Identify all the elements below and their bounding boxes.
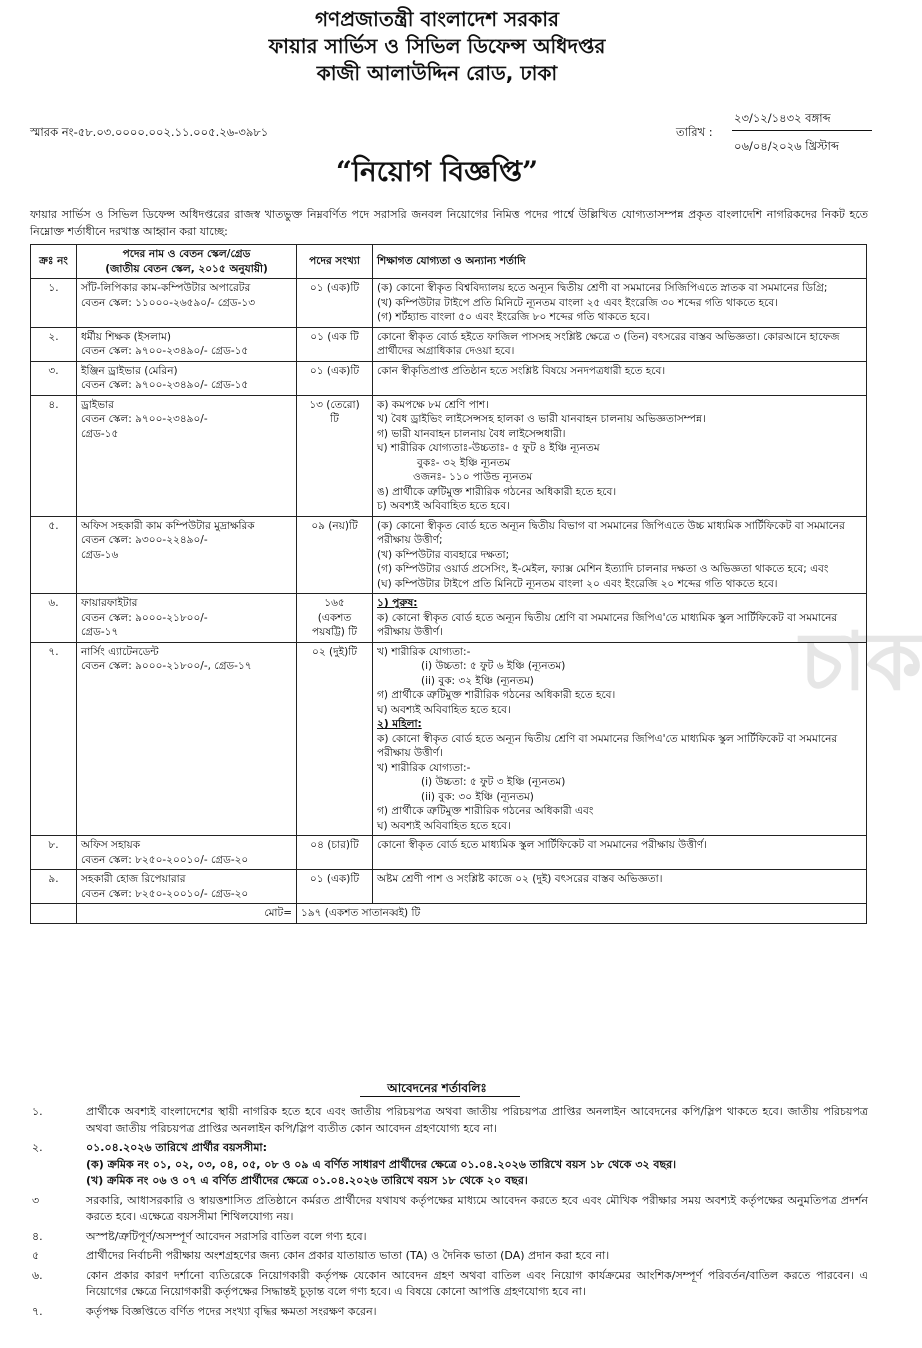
condition-number: ৩ <box>32 1193 40 1207</box>
condition-item <box>30 1304 868 1321</box>
qual-line: ক) কমপক্ষে ৮ম শ্রেণি পাশ। <box>377 398 489 411</box>
row-qualification <box>373 327 867 361</box>
condition-sub: (খ) ক্রমিক নং ০৬ ও ০৭ এ বর্ণিত প্রার্থীদের ক্ষেত্রে ০১.০৪.২০২৬ তারিখে বয়স ১৮ থেকে ২০ বছর। <box>86 1174 528 1187</box>
conditions-list <box>30 1104 868 1323</box>
row-count <box>297 279 373 328</box>
qual-line: ক) কোনো স্বীকৃত বোর্ড হতে অন্যূন দ্বিতীয় শ্রেণি বা সমমানের জিপিএ'তে মাধ্যমিক স্কুল সার্টিফিকেট বা সমমানের পরীক্ষায় উত্তীর্ণ। <box>377 611 838 638</box>
condition-item <box>30 1229 868 1246</box>
post-name: ইঞ্জিন ড্রাইভার (মেরিন) <box>81 364 178 377</box>
post-scale: বেতন স্কেল: ৮২৫০-২০০১০/- গ্রেড-২০ <box>81 853 249 866</box>
row-serial: ৮. <box>31 836 77 870</box>
qual-line: গ) প্রার্থীকে ত্রুটিমুক্ত শারীরিক গঠনের অধিকারী এবং <box>377 805 594 817</box>
row-post <box>77 516 297 594</box>
count-text: ১৬৫ <box>324 597 345 609</box>
table-header-row <box>31 245 867 279</box>
post-name: অফিস সহকারী কাম কম্পিউটার মুদ্রাক্ষরিক <box>81 519 255 532</box>
condition-sub: (ক) ক্রমিক নং ০১, ০২, ০৩, ০৪, ০৫, ০৮ ও ০৯ এ বর্ণিত সাধারণ প্রার্থীদের ক্ষেত্রে ০১.০৪.২০২৬ তারিখে বয়স ১৮ থেকে ৩২ বছর। <box>86 1157 677 1171</box>
qual-line: (ii) বুক: ৩০ ইঞ্চি (ন্যূনতম) <box>421 790 534 803</box>
intro-paragraph: ফায়ার সার্ভিস ও সিভিল ডিফেন্স অধিদপ্তরের রাজস্ব খাতভুক্ত নিম্নবর্ণিত পদে সরাসরি জনবল নিয়োগের নিমিত্ত পদের পার্শ্বে উল্লিখিত যোগ্যতাসম্পন্ন প্রকৃত বাংলাদেশি নাগরিকদের নিকট হতে নিম্নোক্ত শর্তাধীনে দরখাস্ত আহ্বান করা যাচ্ছে: <box>30 208 868 238</box>
post-name: সহকারী হোজ রিপেয়ারার <box>81 873 186 885</box>
row-post <box>77 279 297 328</box>
post-name: ফায়ারফাইটার <box>81 597 138 609</box>
post-grade: গ্রেড-১৫ <box>81 427 119 440</box>
count-text: ০১ (এক)টি <box>309 282 360 294</box>
header-qualification: শিক্ষাগত যোগ্যতা ও অন্যান্য শর্তাদি <box>373 245 867 279</box>
post-grade: গ্রেড-১৬ <box>81 548 119 561</box>
count-text: ০৯ (নয়)টি <box>311 519 358 532</box>
table-body <box>31 279 867 924</box>
qual-line: খ) শারীরিক যোগ্যতা:- <box>377 645 471 658</box>
row-post <box>77 642 297 836</box>
total-row <box>31 904 867 924</box>
qual-line: (ii) বুক: ৩২ ইঞ্চি (ন্যূনতম) <box>421 674 534 687</box>
row-qualification <box>373 836 867 870</box>
row-count <box>297 870 373 904</box>
table-row <box>31 361 867 395</box>
qual-line: খ) বৈধ ড্রাইভিং লাইসেন্সসহ হালকা ও ভারী যানবাহন চালনায় অভিজ্ঞতাসম্পন্ন। <box>377 413 706 425</box>
row-serial: ৭. <box>31 642 77 836</box>
condition-item <box>30 1268 868 1301</box>
qual-line: (ঘ) কম্পিউটার টাইপে প্রতি মিনিটে ন্যূনতম বাংলা ২০ এবং ইংরেজি ২০ শব্দের গতি থাকতে হবে। <box>377 577 778 590</box>
condition-item <box>30 1248 868 1265</box>
row-serial: ৯. <box>31 870 77 904</box>
qual-line: (খ) কম্পিউটার ব্যবহারে দক্ষতা; <box>377 548 510 561</box>
count-text: (একশত <box>317 611 352 624</box>
post-name: নার্সিং এ্যাটেনডেন্ট <box>81 645 159 658</box>
post-name: ধর্মীয় শিক্ষক (ইসলাম) <box>81 330 171 343</box>
condition-number: ৭. <box>32 1304 43 1318</box>
count-text: ০৪ (চার)টি <box>310 839 359 851</box>
date-separator <box>732 130 872 131</box>
row-serial: ৪. <box>31 395 77 516</box>
post-scale: বেতন স্কেল: ৯৭০০-২৩৪৯০/- গ্রেড-১৫ <box>81 379 249 391</box>
row-post <box>77 361 297 395</box>
condition-item <box>30 1140 868 1190</box>
table-row <box>31 836 867 870</box>
row-qualification <box>373 279 867 328</box>
memo-number: স্মারক নং-৫৮.০৩.০০০০.০০২.১১.০০৫.২৬-৩৯৮১ <box>30 125 269 139</box>
table-row <box>31 279 867 328</box>
row-serial: ৫. <box>31 516 77 594</box>
date-label: তারিখ : <box>676 125 713 139</box>
conditions-title-underline <box>360 1096 520 1097</box>
row-post <box>77 836 297 870</box>
table-row <box>31 870 867 904</box>
count-text: ১৩ (তেরো) <box>309 398 360 411</box>
table-row <box>31 642 867 836</box>
row-count <box>297 361 373 395</box>
post-name: সাঁট-লিপিকার কাম-কম্পিউটার অপারেটর <box>81 282 251 294</box>
post-name: অফিস সহায়ক <box>81 839 141 851</box>
post-scale: বেতন স্কেল: ৯০০০-২১৮০০/- <box>81 611 208 624</box>
date-english: ০৬/০৪/২০২৬ খ্রিস্টাব্দ <box>734 139 839 153</box>
post-grade: গ্রেড-১৭ <box>81 626 119 638</box>
watermark-stamp: চাক <box>800 614 922 708</box>
header <box>0 6 874 87</box>
count-text: ০১ (এক)টি <box>309 364 360 377</box>
total-label: মোট= <box>77 904 297 924</box>
row-count <box>297 327 373 361</box>
row-count <box>297 594 373 643</box>
row-qualification <box>373 594 867 643</box>
total-value: ১৯৭ (একশত সাতানব্বই) টি <box>297 904 867 924</box>
post-scale: বেতন স্কেল: ৯৭০০-২৩৪৯০/- <box>81 413 208 425</box>
row-post <box>77 870 297 904</box>
condition-number: ২. <box>32 1141 43 1154</box>
condition-text: ০১.০৪.২০২৬ তারিখে প্রার্থীর বয়সসীমা: <box>86 1141 268 1154</box>
table-row <box>31 327 867 361</box>
qual-line: ঘ) অবশ্যই অবিবাহিত হতে হবে। <box>377 819 511 832</box>
posts-table <box>30 244 867 924</box>
qual-line: (i) উচ্চতা: ৫ ফুট ৬ ইঞ্চি (ন্যূনতম) <box>421 660 566 672</box>
count-text: টি <box>330 413 339 425</box>
post-name: ড্রাইভার <box>81 398 114 411</box>
condition-item <box>30 1104 868 1137</box>
qual-line: (ক) কোনো স্বীকৃত বোর্ড হতে অন্যূন দ্বিতীয় বিভাগ বা সমমানের জিপিএতে উচ্চ মাধ্যমিক সার্টিফিকেট বা সমমানের পরীক্ষায় উত্তীর্ণ; <box>377 519 845 546</box>
qual-line: ক) কোনো স্বীকৃত বোর্ড হতে অন্যূন দ্বিতীয় শ্রেণি বা সমমানের জিপিএ'তে মাধ্যমিক স্কুল সার্টিফিকেট বা সমমানের পরীক্ষায় উত্তীর্ণ। <box>377 732 838 759</box>
row-qualification <box>373 870 867 904</box>
qual-line: ওজনঃ- ১১০ পাউন্ড ন্যূনতম <box>413 471 533 483</box>
condition-number: ৪. <box>32 1229 43 1243</box>
qual-line: গ) ভারী যানবাহন চালনায় বৈধ লাইসেন্সধারী। <box>377 427 566 440</box>
dept-name: ফায়ার সার্ভিস ও সিভিল ডিফেন্স অধিদপ্তর <box>268 34 606 58</box>
notice-title: “নিয়োগ বিজ্ঞপ্তি” <box>335 155 539 188</box>
qual-heading: ১) পুরুষ: <box>377 597 418 609</box>
qual-line: কোনো স্বীকৃত বোর্ড হতে মাধ্যমিক স্কুল সার্টিফিকেট বা সমমানের পরীক্ষায় উত্তীর্ণ। <box>377 839 707 851</box>
header-post <box>77 245 297 279</box>
condition-text: প্রার্থীকে অবশ্যই বাংলাদেশের স্থায়ী নাগরিক হতে হবে এবং জাতীয় পরিচয়পত্র অথবা জাতীয় পরিচয়পত্র প্রাপ্তির অনলাইন আবেদনের কপি/স্লিপ থাকতে হবে। জাতীয় পরিচয়পত্র অথবা জাতীয় পরিচয়পত্র প্রাপ্তির অনলাইন কপি/স্লিপ ব্যতীত কোন আবেদন গ্রহণযোগ্য হবে না। <box>86 1105 868 1135</box>
row-count <box>297 642 373 836</box>
qual-line: ঘ) শারীরিক যোগ্যতাঃ-উচ্চতাঃ- ৫ ফুট ৪ ইঞ্চি ন্যূনতম <box>377 442 600 454</box>
qual-line: বুকঃ- ৩২ ইঞ্চি ন্যূনতম <box>417 456 511 469</box>
count-text: ০১ (এক টি <box>310 330 359 343</box>
post-scale: বেতন স্কেল: ৯০০০-২১৮০০/-, গ্রেড-১৭ <box>81 660 252 672</box>
row-count <box>297 516 373 594</box>
row-count <box>297 836 373 870</box>
conditions-title: আবেদনের শর্তাবলিঃ <box>387 1081 487 1095</box>
qual-line: (খ) কম্পিউটার টাইপে প্রতি মিনিটে ন্যূনতম বাংলা ২৫ এবং ইংরেজি ৩০ শব্দের গতি থাকতে হবে। <box>377 296 778 309</box>
condition-item <box>30 1193 868 1226</box>
row-post <box>77 395 297 516</box>
govt-name: গণপ্রজাতন্ত্রী বাংলাদেশ সরকার <box>315 7 559 31</box>
dept-address: কাজী আলাউদ্দিন রোড, ঢাকা <box>316 61 558 85</box>
qual-line: (ক) কোনো স্বীকৃত বিশ্ববিদ্যালয় হতে অন্যূন দ্বিতীয় শ্রেণী বা সমমানের সিজিপিএতে স্নাতক বা সমমানের ডিগ্রি; <box>377 282 828 294</box>
qual-line: অষ্টম শ্রেণী পাশ ও সংশ্লিষ্ট কাজে ০২ (দুই) বৎসরের বাস্তব অভিজ্ঞতা। <box>377 873 663 885</box>
qual-line: (গ) শর্টহ্যান্ড বাংলা ৫০ এবং ইংরেজি ৮০ শব্দের গতি থাকতে হবে। <box>377 311 650 323</box>
total-blank <box>31 904 77 924</box>
table-row <box>31 395 867 516</box>
header-post-line2: (জাতীয় বেতন স্কেল, ২০১৫ অনুযায়ী) <box>105 262 268 275</box>
table-row <box>31 516 867 594</box>
condition-number: ৫ <box>32 1249 40 1262</box>
condition-number: ১. <box>32 1105 43 1118</box>
post-scale: বেতন স্কেল: ১১০০০-২৬৫৯০/- গ্রেড-১৩ <box>81 296 256 309</box>
qual-line: চ) অবশ্যই অবিবাহিত হতে হবে। <box>377 500 510 512</box>
row-serial: ২. <box>31 327 77 361</box>
row-count <box>297 395 373 516</box>
condition-text: কোন প্রকার কারণ দর্শানো ব্যতিরেকে নিয়োগকারী কর্তৃপক্ষ যেকোন আবেদন গ্রহণ অথবা বাতিল এবং নিয়োগ কার্যক্রমের আংশিক/সম্পূর্ণ পরিবর্তন/বাতিল করতে পারবেন। এ নিয়োগের ক্ষেত্রে নিয়োগকারী কর্তৃপক্ষের সিদ্ধান্তই চূড়ান্ত বলে গণ্য হবে। এ বিষয়ে কোনো আপত্তি গ্রহণযোগ্য হবে না। <box>86 1268 868 1298</box>
row-post <box>77 327 297 361</box>
date-bangla: ২৩/১২/১৪৩২ বঙ্গাব্দ <box>734 111 831 125</box>
header-count: পদের সংখ্যা <box>297 245 373 279</box>
row-serial: ৬. <box>31 594 77 643</box>
row-post <box>77 594 297 643</box>
qual-line: কোন স্বীকৃতিপ্রাপ্ত প্রতিষ্ঠান হতে সংশ্লিষ্ট বিষয়ে সনদপত্রধারী হতে হবে। <box>377 364 666 377</box>
qual-heading: ২) মহিলা: <box>377 718 422 730</box>
row-qualification <box>373 516 867 594</box>
row-serial: ১. <box>31 279 77 328</box>
table-row <box>31 594 867 643</box>
condition-number: ৬. <box>32 1268 43 1282</box>
row-serial: ৩. <box>31 361 77 395</box>
post-scale: বেতন স্কেল: ৯৩০০-২২৪৯০/- <box>81 534 208 546</box>
qual-line: খ) শারীরিক যোগ্যতা:- <box>377 761 471 774</box>
header-serial: ক্রঃ নং <box>31 245 77 279</box>
condition-text: অস্পষ্ট/ত্রুটিপূর্ণ/অসম্পূর্ণ আবেদন সরাসরি বাতিল বলে গণ্য হবে। <box>86 1229 367 1243</box>
qual-line: কোনো স্বীকৃত বোর্ড হইতে ফাজিল পাসসহ সংশ্লিষ্ট ক্ষেত্রে ৩ (তিন) বৎসরের বাস্তব অভিজ্ঞতা। কোরআনে হাফেজ প্রার্থীদের অগ্রাধিকার দেওয়া হবে। <box>377 330 840 357</box>
qual-line: (i) উচ্চতা: ৫ ফুট ৩ ইঞ্চি (ন্যূনতম) <box>421 776 566 788</box>
condition-text: কর্তৃপক্ষ বিজ্ঞপ্তিতে বর্ণিত পদের সংখ্যা বৃদ্ধির ক্ষমতা সংরক্ষণ করেন। <box>86 1304 377 1318</box>
row-qualification <box>373 361 867 395</box>
qual-line: ঙ) প্রার্থীকে ত্রুটিমুক্ত শারীরিক গঠনের অধিকারী হতে হবে। <box>377 485 617 498</box>
header-post-line1: পদের নাম ও বেতন স্কেল/গ্রেড <box>122 248 251 260</box>
qual-line: ঘ) অবশ্যই অবিবাহিত হতে হবে। <box>377 703 511 716</box>
condition-text: সরকারি, আধাসরকারি ও স্বায়ত্তশাসিত প্রতিষ্ঠানে কর্মরত প্রার্থীদের যথাযথ কর্তৃপক্ষের মাধ্যমে আবেদন করতে হবে এবং মৌখিক পরীক্ষার সময় অবশ্যই কর্তৃপক্ষের অনুমতিপত্র প্রদর্শন করতে হবে। এক্ষেত্রে বয়সসীমা শিথিলযোগ্য নয়। <box>86 1193 868 1223</box>
qual-line: (গ) কম্পিউটার ওয়ার্ড প্রসেসিং, ই-মেইল, ফ্যাক্স মেশিন ইত্যাদি চালনার দক্ষতা ও অভিজ্ঞতা থাকতে হবে; এবং <box>377 563 829 575</box>
count-text: পয়ষট্টি) টি <box>312 626 357 638</box>
post-scale: বেতন স্কেল: ৯৭০০-২৩৪৯০/- গ্রেড-১৫ <box>81 345 249 357</box>
post-scale: বেতন স্কেল: ৮২৫০-২০০১০/- গ্রেড-২০ <box>81 887 249 900</box>
row-qualification <box>373 642 867 836</box>
count-text: ০২ (দুই)টি <box>312 645 357 658</box>
row-qualification <box>373 395 867 516</box>
qual-line: গ) প্রার্থীকে ত্রুটিমুক্ত শারীরিক গঠনের অধিকারী হতে হবে। <box>377 689 616 701</box>
count-text: ০১ (এক)টি <box>309 873 360 885</box>
condition-text: প্রার্থীদের নির্বাচনী পরীক্ষায় অংশগ্রহণের জন্য কোন প্রকার যাতায়াত ভাতা (TA) ও দৈনিক ভাতা (DA) প্রদান করা হবে না। <box>86 1249 610 1262</box>
